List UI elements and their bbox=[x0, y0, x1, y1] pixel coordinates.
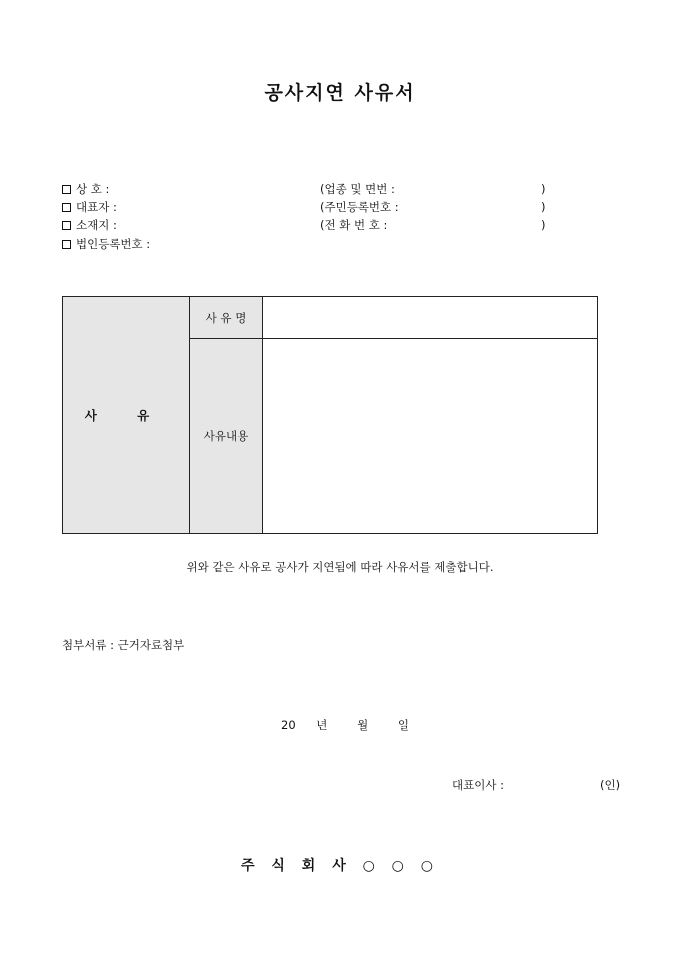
checkbox-icon[interactable] bbox=[62, 185, 71, 194]
checkbox-icon[interactable] bbox=[62, 203, 71, 212]
field-business-close: ) bbox=[541, 182, 546, 196]
field-address-label: 소재지 : bbox=[76, 218, 117, 232]
field-representative bbox=[62, 199, 117, 215]
reason-table bbox=[62, 296, 598, 534]
date-day: 일 bbox=[397, 718, 409, 732]
field-resident-no-close: ) bbox=[541, 200, 546, 214]
field-phone-close: ) bbox=[541, 218, 546, 232]
date-prefix: 20 bbox=[281, 718, 296, 732]
field-business-label: (업종 및 면번 : bbox=[320, 182, 395, 196]
document-title: 공사지연 사유서 bbox=[264, 82, 416, 104]
reason-main-header: 사 유 bbox=[63, 297, 190, 534]
reason-content-label: 사유내용 bbox=[190, 339, 263, 534]
company-name: 주 식 회 사 ○ ○ ○ bbox=[241, 858, 439, 874]
date-line bbox=[281, 717, 409, 733]
field-phone-label: (전 화 번 호 : bbox=[320, 218, 388, 232]
reason-name-cell[interactable] bbox=[263, 297, 598, 339]
reason-content-cell[interactable] bbox=[263, 339, 598, 534]
reason-name-label: 사 유 명 bbox=[190, 297, 263, 339]
field-company bbox=[62, 181, 109, 197]
field-corp-reg-label: 법인등록번호 : bbox=[76, 237, 151, 251]
checkbox-icon[interactable] bbox=[62, 221, 71, 230]
ceo-label: 대표이사 : bbox=[452, 778, 504, 792]
field-resident-no-label: (주민등록번호 : bbox=[320, 200, 399, 214]
checkbox-icon[interactable] bbox=[62, 240, 71, 249]
date-month: 월 bbox=[357, 718, 369, 732]
field-representative-label: 대표자 : bbox=[76, 200, 117, 214]
field-corp-reg bbox=[62, 236, 150, 252]
field-company-label: 상 호 : bbox=[76, 182, 110, 196]
attachment-line: 첨부서류 : 근거자료첨부 bbox=[62, 638, 185, 652]
field-address bbox=[62, 217, 117, 233]
submission-statement: 위와 같은 사유로 공사가 지연됨에 따라 사유서를 제출합니다. bbox=[186, 560, 494, 574]
date-year: 년 bbox=[316, 718, 328, 732]
seal-mark: (인) bbox=[600, 778, 621, 792]
